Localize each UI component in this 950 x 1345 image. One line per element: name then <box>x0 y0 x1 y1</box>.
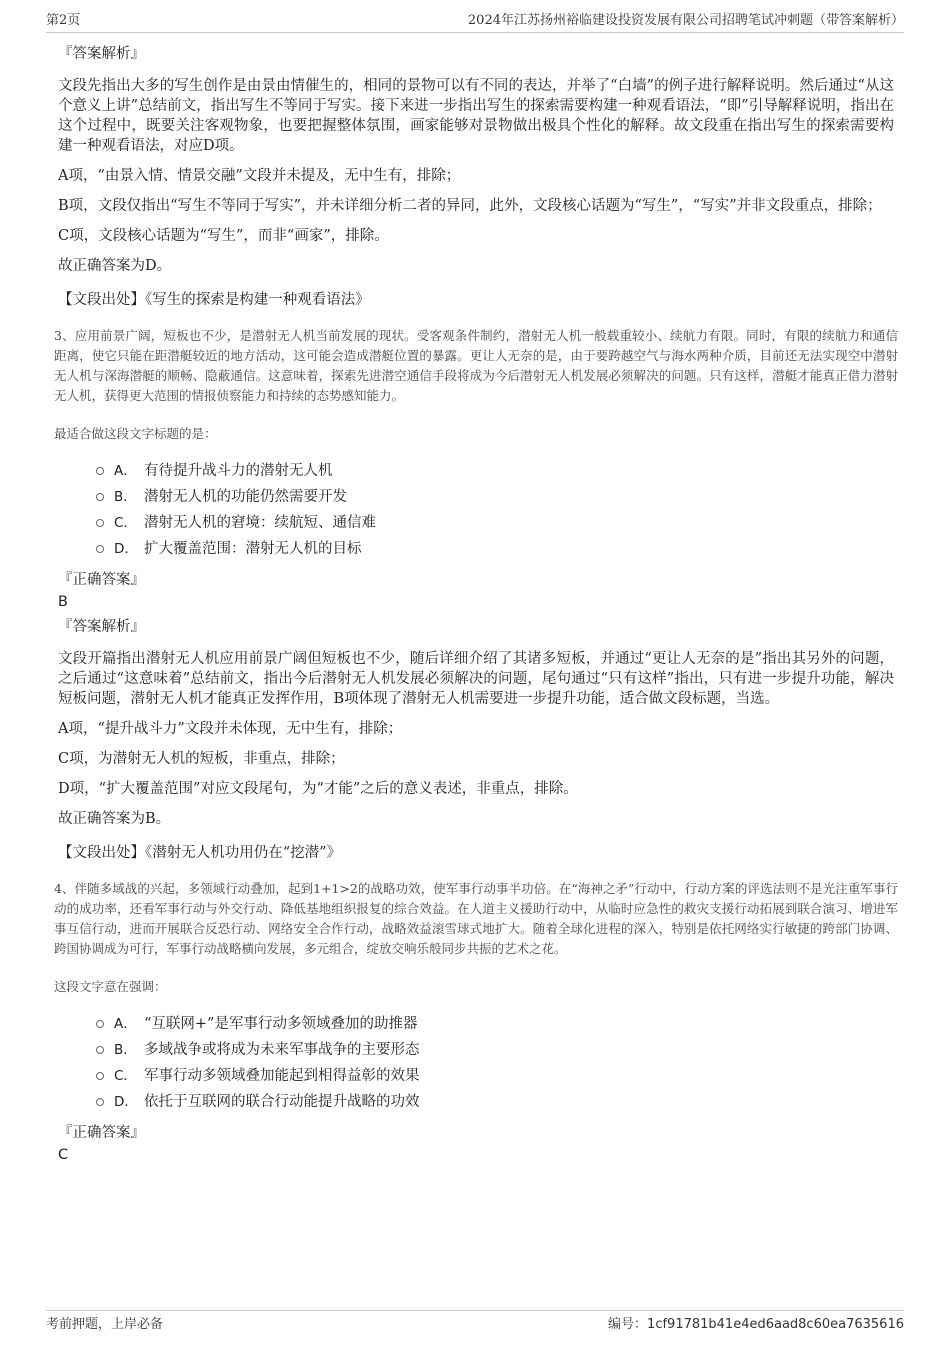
option-d[interactable] <box>58 536 894 562</box>
analysis-paragraph: D项，“扩大覆盖范围”对应文段尾句，为“才能”之后的意义表述，非重点，排除。 <box>58 781 578 797</box>
analysis-paragraph: 故正确答案为B。 <box>58 811 171 827</box>
option-letter: C． <box>114 515 137 531</box>
analysis-paragraph: A项，“提升战斗力”文段并未体现，无中生有，排除； <box>58 721 403 737</box>
option-letter: B． <box>114 489 137 505</box>
analysis-paragraph: A项，“由景入情、情景交融”文段并未提及，无中生有，排除； <box>58 168 461 184</box>
analysis-label: 『答案解析』 <box>58 619 145 635</box>
radio-icon[interactable] <box>96 545 104 553</box>
correct-answer-label: 『正确答案』 <box>58 1125 145 1141</box>
radio-icon[interactable] <box>96 1098 104 1106</box>
code-value: 1cf91781b41e4ed6aad8c60ea7635616 <box>647 1317 904 1332</box>
page-number: 第2页 <box>46 13 81 28</box>
analysis-paragraph: C项，为潜射无人机的短板，非重点，排除； <box>58 751 345 767</box>
radio-icon[interactable] <box>96 1072 104 1080</box>
question-prompt: 这段文字意在强调： <box>54 979 167 994</box>
option-a[interactable] <box>58 1011 894 1037</box>
option-text: 军事行动多领域叠加能起到相得益彰的效果 <box>144 1068 420 1084</box>
radio-icon[interactable] <box>96 1046 104 1054</box>
option-letter: A． <box>114 463 137 479</box>
analysis-paragraph: C项，文段核心话题为“写生”，而非“画家”，排除。 <box>58 228 389 244</box>
radio-icon[interactable] <box>96 1020 104 1028</box>
option-c[interactable] <box>58 1063 894 1089</box>
analysis-paragraph: B项，文段仅指出“写生不等同于写实”，并未详细分析二者的异同，此外，文段核心话题为“写生”，“写实”并非文段重点，排除； <box>58 198 882 214</box>
option-list <box>58 458 894 562</box>
option-text: 潜射无人机的功能仍然需要开发 <box>144 489 347 505</box>
footer-slogan: 考前押题，上岸必备 <box>46 1317 164 1332</box>
analysis-label: 『答案解析』 <box>58 46 145 62</box>
document-title: 2024年江苏扬州裕临建设投资发展有限公司招聘笔试冲刺题（带答案解析） <box>467 13 904 28</box>
option-text: “互联网+”是军事行动多领域叠加的助推器 <box>144 1016 418 1032</box>
option-text: 扩大覆盖范围：潜射无人机的目标 <box>144 541 362 557</box>
question-stem: 4、伴随多域战的兴起，多领域行动叠加，起到1+1>2的战略功效，使军事行动事半功倍。在“海神之矛”行动中，行动方案的评选法则不是光注重军事行动的成功率，还看军事行动与外交行动、降低基地组织报复的综合效益。在人道主义援助行动中，从临时应急性的救灾支援行动拓展到联合演习、增进军事互信行动，进而开展联合反恐行动、网络安全合作行动，战略效益滚雪球式地扩大。随着全球化进程的深入，特别是依托网络实行敏捷的跨部门协调、跨国协调成为可行，军事行动战略横向发展，多元组合，绽放交响乐般同步共振的艺术之花。 <box>54 881 898 956</box>
page-footer <box>46 1310 904 1335</box>
option-d[interactable] <box>58 1089 894 1115</box>
radio-icon[interactable] <box>96 467 104 475</box>
option-c[interactable] <box>58 510 894 536</box>
option-letter: D． <box>114 541 138 557</box>
option-letter: B． <box>114 1042 137 1058</box>
option-b[interactable] <box>58 484 894 510</box>
question-stem: 3、应用前景广阔，短板也不少，是潜射无人机当前发展的现状。受客观条件制约，潜射无人机一般载重较小、续航力有限。同时，有限的续航力和通信距离，使它只能在距潜艇较近的地方活动，这可能会造成潜艇位置的暴露。更让人无奈的是，由于要跨越空气与海水两种介质，目前还无法实现空中潜射无人机与深海潜艇的顺畅、隐蔽通信。这意味着，探索先进潜空通信手段将成为今后潜射无人机发展必须解决的问题。只有这样，潜艇才能真正借力潜射无人机，获得更大范围的情报侦察能力和持续的态势感知能力。 <box>54 328 898 403</box>
code-label: 编号： <box>608 1317 648 1332</box>
source-citation: 【文段出处】《写生的探索是构建一种观看语法》 <box>58 292 370 308</box>
correct-answer: B <box>58 594 68 610</box>
radio-icon[interactable] <box>96 493 104 501</box>
document-code <box>608 1313 904 1337</box>
option-text: 潜射无人机的窘境：续航短、通信难 <box>144 515 376 531</box>
option-list <box>58 1011 894 1115</box>
option-text: 依托于互联网的联合行动能提升战略的功效 <box>144 1094 420 1110</box>
option-b[interactable] <box>58 1037 894 1063</box>
option-text: 多域战争或将成为未来军事战争的主要形态 <box>144 1042 420 1058</box>
correct-answer: C <box>58 1147 69 1163</box>
option-letter: C． <box>114 1068 137 1084</box>
page-content <box>54 44 898 1170</box>
option-text: 有待提升战斗力的潜射无人机 <box>144 463 333 479</box>
analysis-paragraph: 故正确答案为D。 <box>58 258 172 274</box>
correct-answer-label: 『正确答案』 <box>58 572 145 588</box>
question-prompt: 最适合做这段文字标题的是： <box>54 426 217 441</box>
radio-icon[interactable] <box>96 519 104 527</box>
option-letter: A． <box>114 1016 137 1032</box>
option-a[interactable] <box>58 458 894 484</box>
source-citation: 【文段出处】《潜射无人机功用仍在“挖潜”》 <box>58 845 342 861</box>
page-header <box>46 10 904 33</box>
option-letter: D． <box>114 1094 138 1110</box>
analysis-paragraph: 文段先指出大多的写生创作是由景由情催生的，相同的景物可以有不同的表达，并举了“白墙”的例子进行解释说明。然后通过“从这个意义上讲”总结前文，指出写生不等同于写实。接下来进一步指出写生的探索需要构建一种观看语法，“即”引导解释说明，指出在这个过程中，既要关注客观物象，也要把握整体氛围，画家能够对景物做出极具个性化的解释。故文段重在指出写生的探索需要构建一种观看语法，对应D项。 <box>58 78 894 154</box>
analysis-paragraph: 文段开篇指出潜射无人机应用前景广阔但短板也不少，随后详细介绍了其诸多短板，并通过“更让人无奈的是”指出其另外的问题，之后通过“这意味着”总结前文，指出今后潜射无人机发展必须解决的问题，尾句通过“只有这样”指出，只有进一步提升功能，解决短板问题，潜射无人机才能真正发挥作用，B项体现了潜射无人机需要进一步提升功能，适合做文段标题，当选。 <box>58 651 894 707</box>
